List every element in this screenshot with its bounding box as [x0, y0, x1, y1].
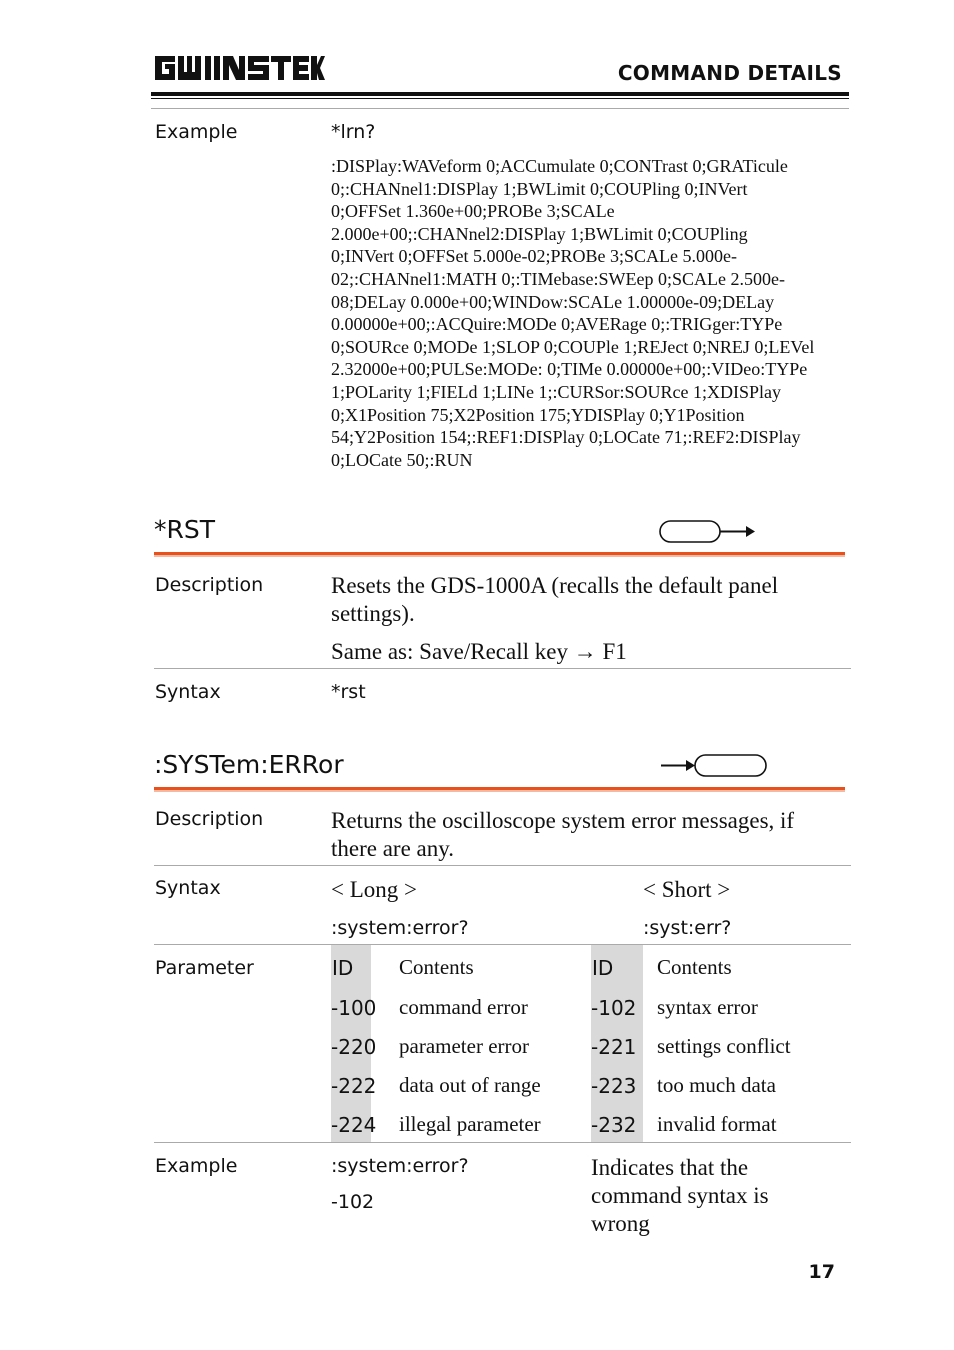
rst-title-rule-shadow [154, 555, 845, 557]
param-id-header: ID [332, 956, 354, 980]
param-id: -222 [331, 1074, 377, 1098]
example-query: :system:error? [331, 1155, 469, 1177]
rst-syntax-label: Syntax [155, 681, 221, 703]
row-divider [154, 944, 851, 945]
example-response: -102 [331, 1191, 375, 1213]
param-id: -223 [591, 1074, 637, 1098]
param-contents-header: Contents [399, 955, 474, 979]
parameter-label: Parameter [155, 957, 254, 979]
lrn-response [331, 155, 851, 471]
row-divider [154, 1142, 851, 1143]
description-line: Returns the oscilloscope system error messages, if [331, 808, 795, 833]
lrn-query: *lrn? [331, 121, 376, 143]
param-contents: parameter error [399, 1034, 529, 1058]
note-line: Indicates that the [591, 1155, 749, 1180]
response-line: 0;LOCate 50;:RUN [331, 449, 473, 470]
syserr-title: :SYSTem:ERRor [154, 750, 344, 779]
syserr-syntax-label: Syntax [155, 877, 221, 899]
header-rule-thick [151, 92, 849, 96]
syserr-title-rule-shadow [154, 790, 845, 792]
syntax-short: :syst:err? [643, 917, 732, 939]
param-id: -224 [331, 1113, 377, 1137]
rst-syntax: *rst [331, 681, 366, 703]
note-line: wrong [591, 1211, 650, 1236]
param-contents: data out of range [399, 1073, 541, 1097]
note-line: command syntax is [591, 1183, 769, 1208]
param-id: -220 [331, 1035, 377, 1059]
syntax-short-header: < Short > [643, 877, 731, 902]
syntax-long: :system:error? [331, 917, 469, 939]
rst-description [331, 572, 851, 628]
response-line: 54;Y2Position 154;:REF1:DISPlay 0;LOCate 71;:REF2:DISPlay [331, 427, 801, 448]
set-command-icon [658, 519, 758, 550]
param-contents: syntax error [657, 995, 758, 1019]
param-id: -232 [591, 1113, 637, 1137]
example-note [591, 1154, 841, 1238]
response-line: 1;POLarity 1;FIELd 1;LINe 1;:CURSor:SOURce 1;XDISPlay [331, 381, 781, 402]
response-line: 0;X1Position 75;X2Position 175;YDISPlay 0;Y1Position [331, 404, 745, 425]
param-id: -102 [591, 996, 637, 1020]
row-divider [154, 668, 851, 669]
row-divider [154, 865, 851, 866]
response-line: 02;:CHANnel1:MATH 0;:TIMebase:SWEep 0;SCALe 2.500e- [331, 268, 785, 289]
description-line: Resets the GDS-1000A (recalls the default panel [331, 573, 779, 598]
section-title: COMMAND DETAILS [617, 61, 842, 85]
param-contents: command error [399, 995, 528, 1019]
rst-description-label: Description [155, 574, 264, 596]
response-line: 0;OFFSet 1.360e+00;PROBe 3;SCALe [331, 201, 615, 222]
page-number: 17 [808, 1261, 835, 1283]
param-id-header: ID [592, 956, 614, 980]
response-line: 08;DELay 0.000e+00;WINDow:SCALe 1.00000e-09;DELay [331, 291, 775, 312]
response-line: 0.00000e+00;:ACQuire:MODe 0;AVERage 0;:TRIGger:TYPe [331, 314, 783, 335]
description-line: there are any. [331, 836, 455, 861]
rst-title: *RST [154, 515, 216, 544]
syserr-example-label: Example [155, 1155, 238, 1177]
lrn-example-label: Example [155, 121, 238, 143]
query-command-icon [658, 753, 770, 784]
response-line: 2.000e+00;:CHANnel2:DISPlay 1;BWLimit 0;COUPling [331, 223, 748, 244]
syserr-description-label: Description [155, 808, 264, 830]
param-contents: illegal parameter [399, 1112, 541, 1136]
response-line: :DISPlay:WAVeform 0;ACCumulate 0;CONTrast 0;GRATicule [331, 156, 788, 176]
header-rule-light [151, 108, 849, 109]
param-contents: settings conflict [657, 1034, 791, 1058]
response-line: 2.32000e+00;PULSe:MODe: 0;TIMe 0.00000e+00;:VIDeo:TYPe [331, 359, 808, 380]
gw-instek-logo [153, 52, 325, 86]
syserr-description [331, 807, 851, 863]
param-id: -221 [591, 1035, 637, 1059]
rst-same-as: Same as: Save/Recall key → F1 [331, 639, 627, 664]
param-contents: invalid format [657, 1112, 777, 1136]
response-line: 0;SOURce 0;MODe 1;SLOP 0;COUPle 1;REJect 0;NREJ 0;LEVel [331, 336, 815, 357]
param-id: -100 [331, 996, 377, 1020]
description-line: settings). [331, 601, 415, 626]
param-contents-header: Contents [657, 955, 732, 979]
syntax-long-header: < Long > [331, 877, 417, 902]
header-rule-thin [151, 98, 849, 99]
response-line: 0;:CHANnel1:DISPlay 1;BWLimit 0;COUPling 0;INVert [331, 178, 748, 199]
param-contents: too much data [657, 1073, 776, 1097]
response-line: 0;INVert 0;OFFSet 5.000e-02;PROBe 3;SCALe 5.000e- [331, 246, 737, 267]
